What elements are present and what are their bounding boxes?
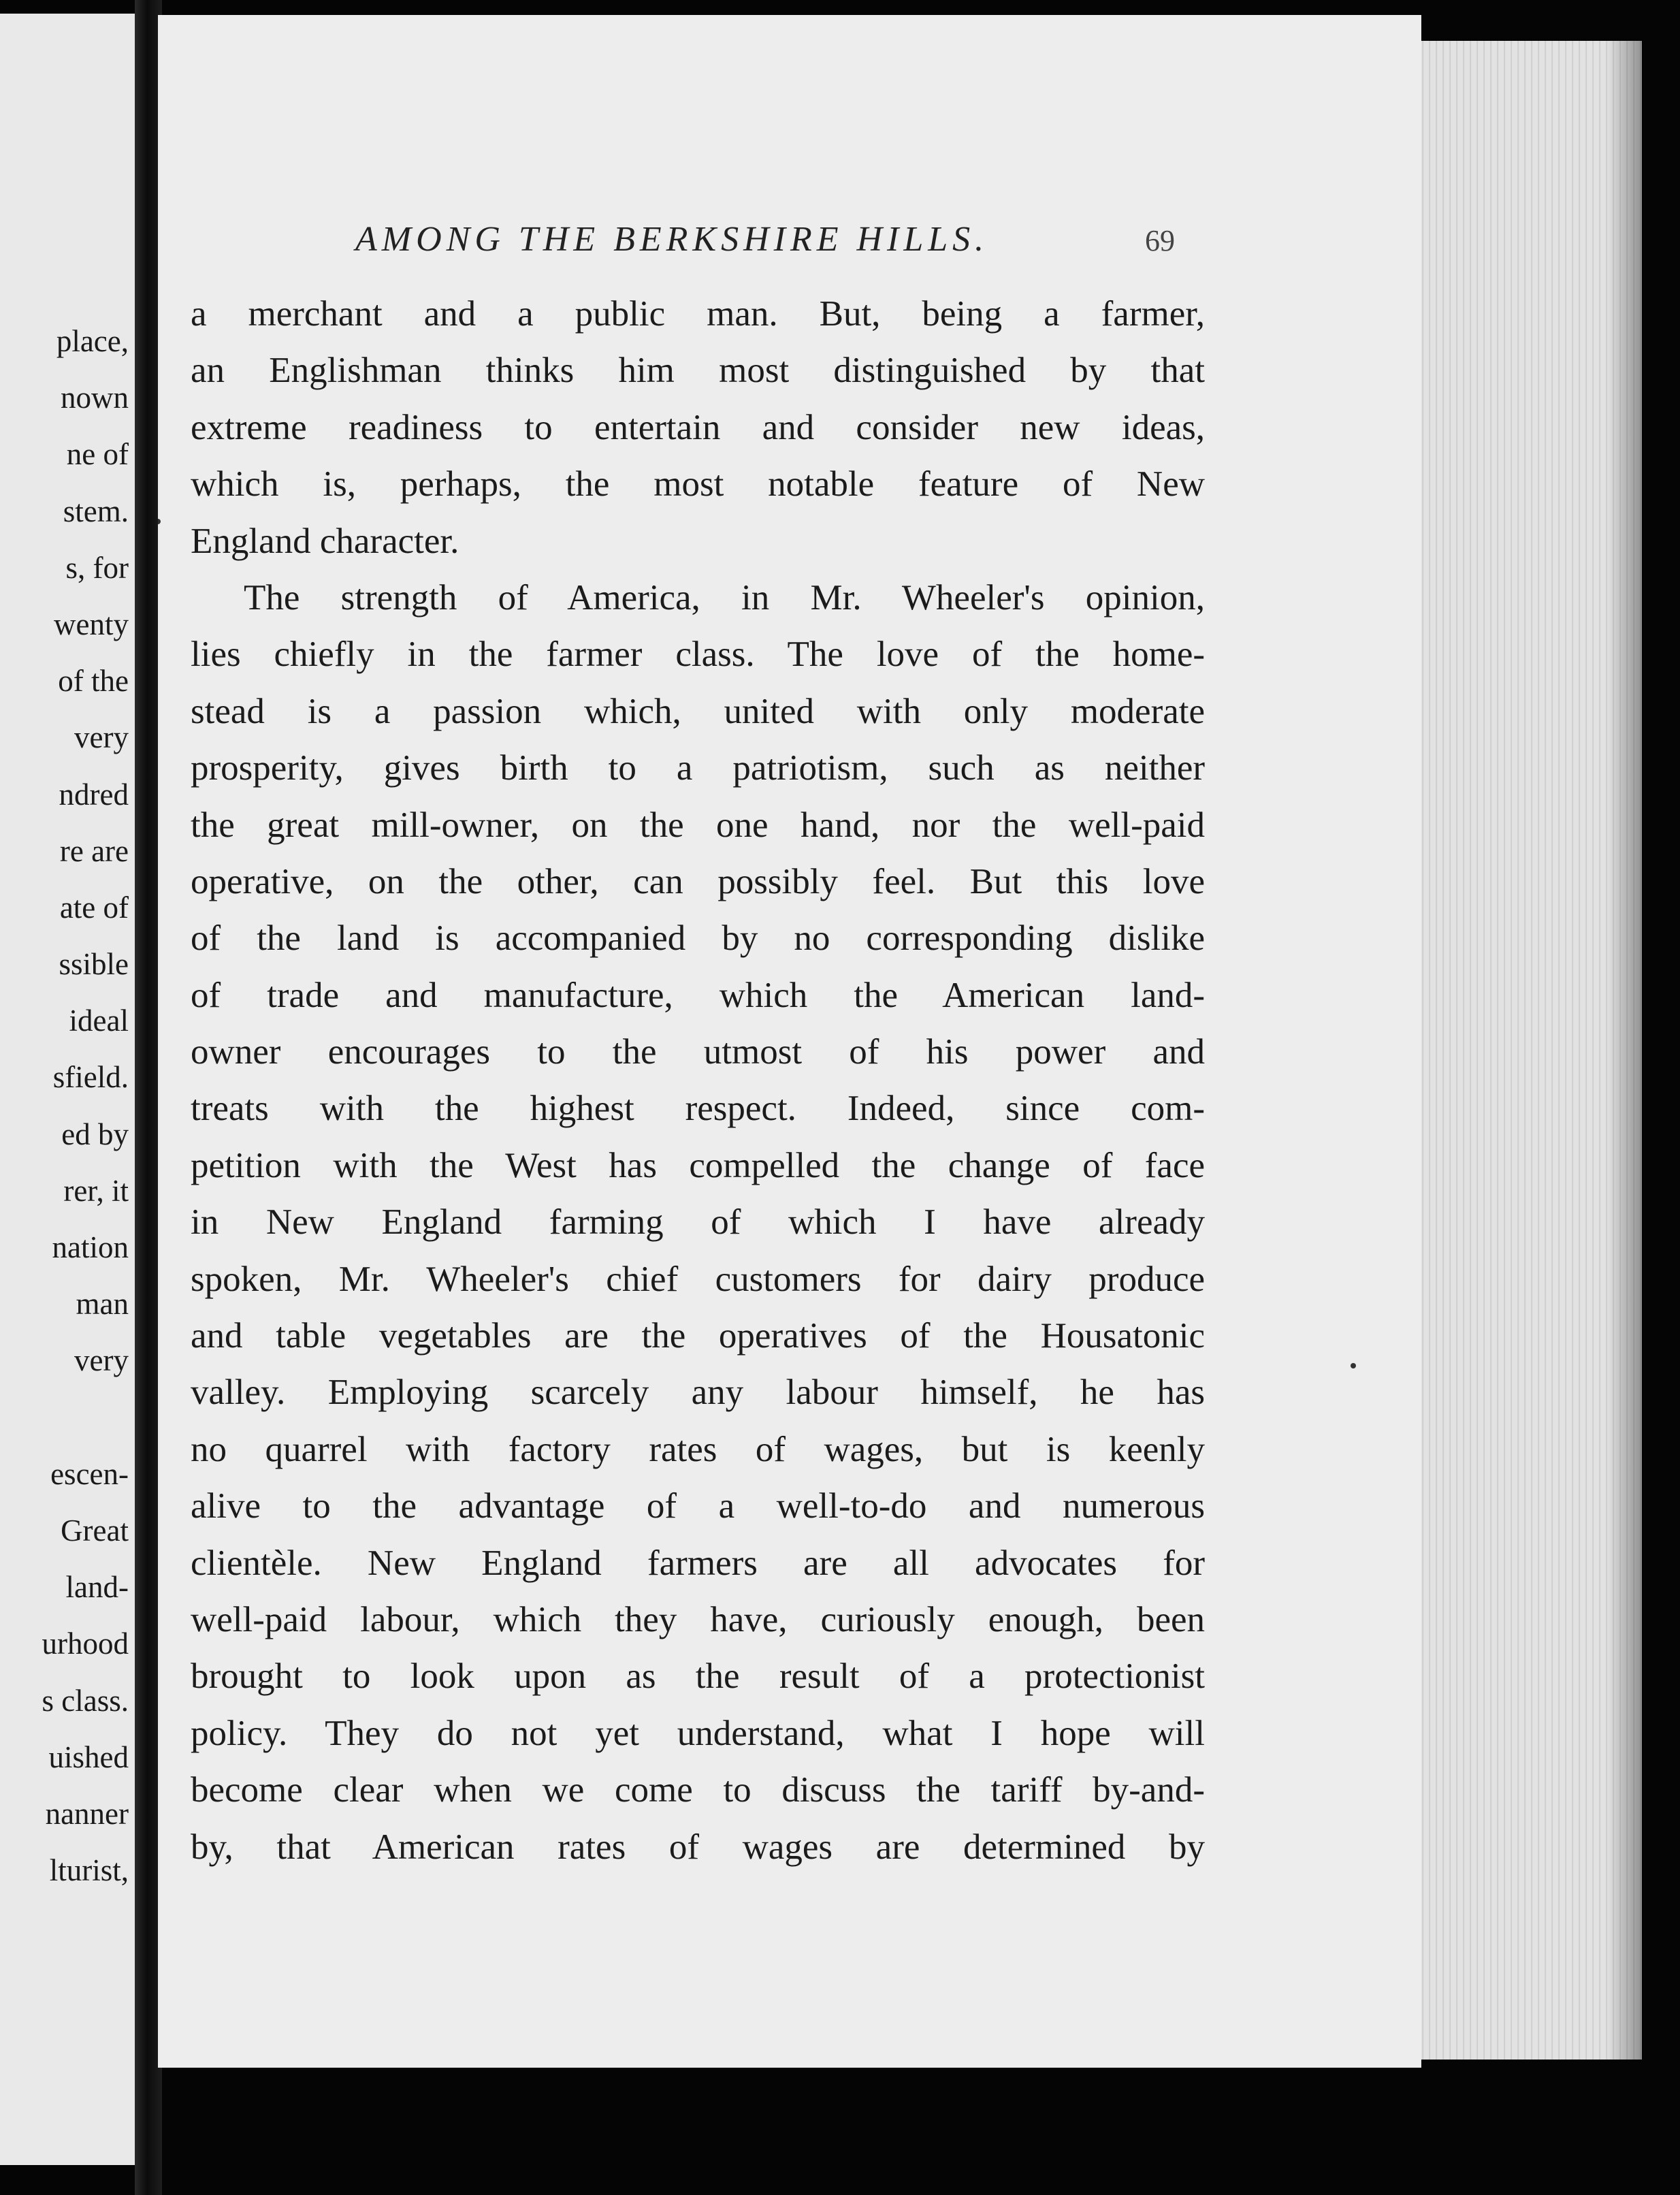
- previous-page-line: escen-: [50, 1456, 129, 1491]
- previous-page: [0, 14, 140, 2165]
- scan-speck: [1351, 1363, 1356, 1368]
- text-line: of the land is accompanied by no corresponding dislike: [191, 918, 1205, 959]
- text-line: extreme readiness to entertain and consider new ideas,: [191, 407, 1205, 447]
- previous-page-line: land-: [65, 1570, 129, 1605]
- text-line: become clear when we come to discuss the tariff by-and-: [191, 1770, 1205, 1810]
- text-line: brought to look upon as the result of a protectionist: [191, 1656, 1205, 1697]
- text-line: of trade and manufacture, which the American land-: [191, 975, 1205, 1015]
- text-line: and table vegetables are the operatives of the Housatonic: [191, 1316, 1205, 1356]
- previous-page-line: rer, it: [63, 1173, 129, 1208]
- text-line: no quarrel with factory rates of wages, but is keenly: [191, 1429, 1205, 1469]
- text-line: well-paid labour, which they have, curiously enough, been: [191, 1599, 1205, 1639]
- previous-page-line: nown: [61, 381, 129, 415]
- previous-page-line: [42, 1390, 129, 1446]
- text-line: treats with the highest respect. Indeed, since com-: [191, 1089, 1205, 1129]
- text-line: clientèle. New England farmers are all advocates for: [191, 1543, 1205, 1583]
- running-head: AMONG THE BERKSHIRE HILLS.: [355, 220, 989, 259]
- previous-page-line: place,: [56, 324, 129, 358]
- scan-speck: [158, 519, 161, 524]
- previous-page-line: ndred: [59, 777, 129, 812]
- previous-page-line: ed by: [61, 1117, 129, 1151]
- text-line: prosperity, gives birth to a patriotism, such as neither: [191, 748, 1205, 788]
- text-line: in New England farming of which I have already: [191, 1202, 1205, 1243]
- previous-page-line: s class.: [42, 1683, 129, 1718]
- text-line: The strength of America, in Mr. Wheeler's opinion,: [244, 577, 1205, 618]
- text-line: England character.: [191, 521, 459, 561]
- previous-page-line: urhood: [42, 1627, 129, 1661]
- page-block-shadow: [1606, 41, 1642, 2060]
- previous-page-line: nanner: [45, 1796, 129, 1831]
- text-line: an Englishman thinks him most distinguished by that: [191, 351, 1205, 391]
- previous-page-line: of the: [58, 664, 129, 699]
- previous-page-line: ate of: [59, 890, 129, 925]
- previous-page-line: sfield.: [52, 1060, 129, 1095]
- previous-page-line: nation: [52, 1230, 129, 1264]
- previous-page-line: stem.: [63, 494, 129, 528]
- previous-page-line: wenty: [54, 607, 129, 641]
- previous-page-line: ideal: [69, 1004, 129, 1038]
- text-line: stead is a passion which, united with only moderate: [191, 691, 1205, 731]
- previous-page-line: Great: [61, 1513, 129, 1548]
- text-line: a merchant and a public man. But, being a farmer,: [191, 294, 1205, 334]
- text-line: alive to the advantage of a well-to-do and numerous: [191, 1486, 1205, 1526]
- previous-page-line: very: [74, 720, 129, 755]
- previous-page-line: s, for: [65, 550, 129, 585]
- text-line: which is, perhaps, the most notable feature of New: [191, 464, 1205, 504]
- body-text: [191, 286, 1205, 1876]
- previous-page-line: man: [76, 1287, 129, 1321]
- text-line: lies chiefly in the farmer class. The love of the home-: [191, 635, 1205, 675]
- text-line: by, that American rates of wages are determined by: [191, 1827, 1205, 1867]
- previous-page-text: [42, 313, 129, 1899]
- previous-page-line: ne of: [66, 437, 129, 472]
- text-line: operative, on the other, can possibly feel. But this love: [191, 861, 1205, 901]
- previous-page-line: very: [74, 1343, 129, 1378]
- text-line: the great mill-owner, on the one hand, nor the well-paid: [191, 805, 1205, 845]
- previous-page-line: re are: [59, 833, 129, 868]
- previous-page-line: ssible: [59, 947, 129, 982]
- previous-page-line: uished: [48, 1740, 129, 1774]
- text-line: owner encourages to the utmost of his power and: [191, 1032, 1205, 1072]
- text-line: petition with the West has compelled the change of face: [191, 1145, 1205, 1185]
- text-line: spoken, Mr. Wheeler's chief customers for dairy produce: [191, 1259, 1205, 1299]
- text-line: policy. They do not yet understand, what I hope will: [191, 1713, 1205, 1753]
- text-line: valley. Employing scarcely any labour himself, he has: [191, 1373, 1205, 1413]
- previous-page-line: lturist,: [49, 1853, 129, 1888]
- page-number: 69: [1145, 224, 1175, 257]
- current-page: [158, 15, 1421, 2068]
